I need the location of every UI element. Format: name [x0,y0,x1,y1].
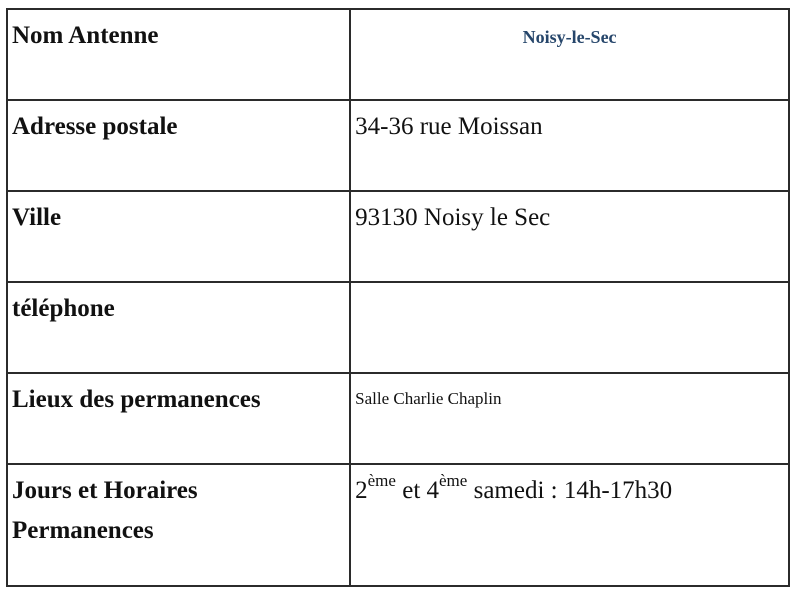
row-label: Jours et Horaires Permanences [12,477,198,544]
value-cell [350,191,789,282]
row-label: téléphone [12,295,115,322]
antenna-info-table [6,8,790,587]
label-cell [7,9,350,100]
permanence-schedule [355,471,784,511]
table-row-nom-antenne [7,9,789,100]
postal-address: 34-36 rue Moissan [355,113,543,140]
row-label: Ville [12,204,62,231]
value-cell [350,282,789,373]
schedule-rest: samedi : 14h-17h30 [467,477,673,504]
value-cell [350,100,789,191]
table-row-ville [7,191,789,282]
label-cell [7,464,350,586]
table-row-horaires [7,464,789,586]
value-cell [350,9,789,100]
value-cell [350,373,789,464]
label-cell [7,373,350,464]
antenna-name: Noisy-le-Sec [522,27,617,47]
schedule-sup-2: ème [439,471,468,490]
schedule-sup-1: ème [367,471,396,490]
schedule-day-1: 2 [355,477,368,504]
row-label: Adresse postale [12,113,178,140]
label-cell [7,191,350,282]
city: 93130 Noisy le Sec [355,204,551,231]
permanence-location: Salle Charlie Chaplin [355,389,502,408]
row-label: Nom Antenne [12,22,159,49]
row-label: Lieux des permanences [12,386,261,413]
table-row-adresse [7,100,789,191]
value-cell [350,464,789,586]
schedule-day-2: et 4 [395,477,440,504]
table-row-lieux [7,373,789,464]
label-cell [7,100,350,191]
label-cell [7,282,350,373]
table-row-telephone [7,282,789,373]
